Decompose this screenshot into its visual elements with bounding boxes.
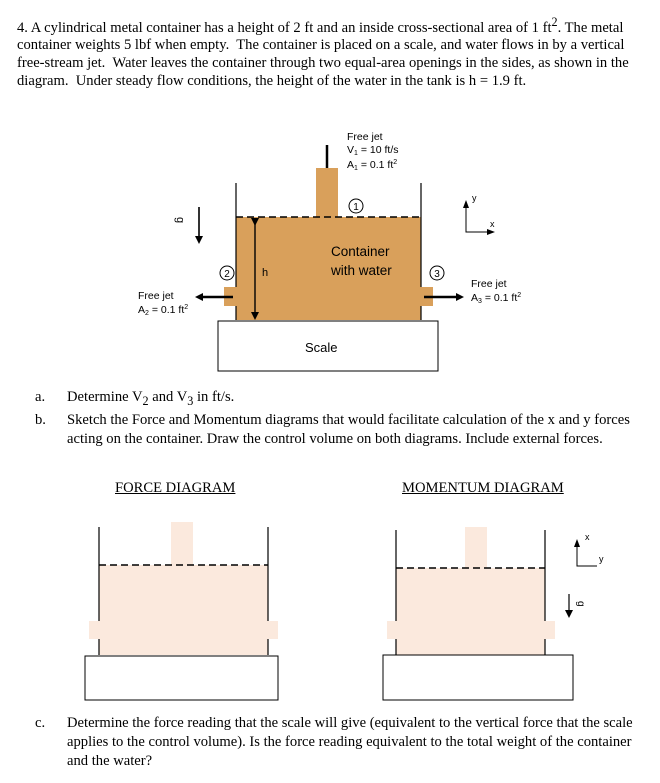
axis-y-arrowhead [463,200,469,208]
momentum-axis-lines [577,545,597,566]
inlet-velocity-label: V1 = 10 ft/s [347,144,399,157]
question-a-text: Determine $V_2$ and $V_3$ in ft/s. [67,389,235,408]
axis-x-label: x [490,219,495,229]
question-b-letter: b. [35,411,46,428]
momentum-axis-x-arrowhead [574,539,580,547]
right-jet-label: Free jet [471,278,507,290]
question-a-letter: a. [35,389,46,405]
question-a [35,388,645,411]
question-c-text: Determine the force reading that the scale will give (equivalent to the vertical force that the scale applies to the control volume). Is the force reading equivalent to the total weight of the container and the water? [67,715,633,769]
height-label: h [262,267,269,279]
container-label-line1: Container [331,244,390,259]
axis-lines [466,206,489,232]
momentum-diagram-sketch [383,527,573,700]
right-area-label: A3 = 0.1 $ft^2$ [471,292,522,305]
problem-number: 4. [17,19,28,36]
momentum-axis-y-label: y [599,554,604,564]
force-diagram-sketch [85,522,278,700]
momentum-diagram-title: MOMENTUM DIAGRAM [402,480,564,496]
question-c-letter: c. [35,715,46,731]
questions-a-b [35,388,645,449]
scale-label: Scale [305,340,338,355]
inlet-jet-label: Free jet [347,131,383,143]
problem-text: A cylindrical metal container has a height of 2 ft and an inside cross-sectional area of 1 $ft^2$. The metal container weights 5 lbf when empty. The container is placed on a scale, and water flows in by a vertical free-stream jet. Water leaves the container through two equal-area openings in the sides, as shown in the diagram. Under steady flow conditions, the height of the water in the tank is h = 1.9 ft. [17,15,629,89]
point-3-label: 3 [434,269,440,280]
point-1-label: 1 [353,202,359,213]
momentum-axis-x-label: x [585,532,590,542]
left-area-label: A2 = 0.1 $ft^2$ [138,304,189,317]
question-c [35,714,645,771]
left-jet-label: Free jet [138,290,174,302]
container-label-line2: with water [331,263,392,278]
question-c-block [35,714,645,771]
question-b-text: Sketch the Force and Momentum diagrams that would facilitate calculation of the x and y forces acting on the container. Draw the control volume on both diagrams. Include external forces. [67,411,630,447]
axis-y-label: y [472,193,477,203]
question-b [35,411,645,449]
gravity-label: g [174,217,186,224]
momentum-gravity-label: g [575,601,586,607]
inlet-jet-stream [316,168,338,217]
inlet-area-label: A1 = 0.1 $ft^2$ [347,159,398,172]
axis-x-arrowhead [487,229,495,235]
force-diagram-title: FORCE DIAGRAM [115,480,236,496]
point-2-label: 2 [224,269,230,280]
